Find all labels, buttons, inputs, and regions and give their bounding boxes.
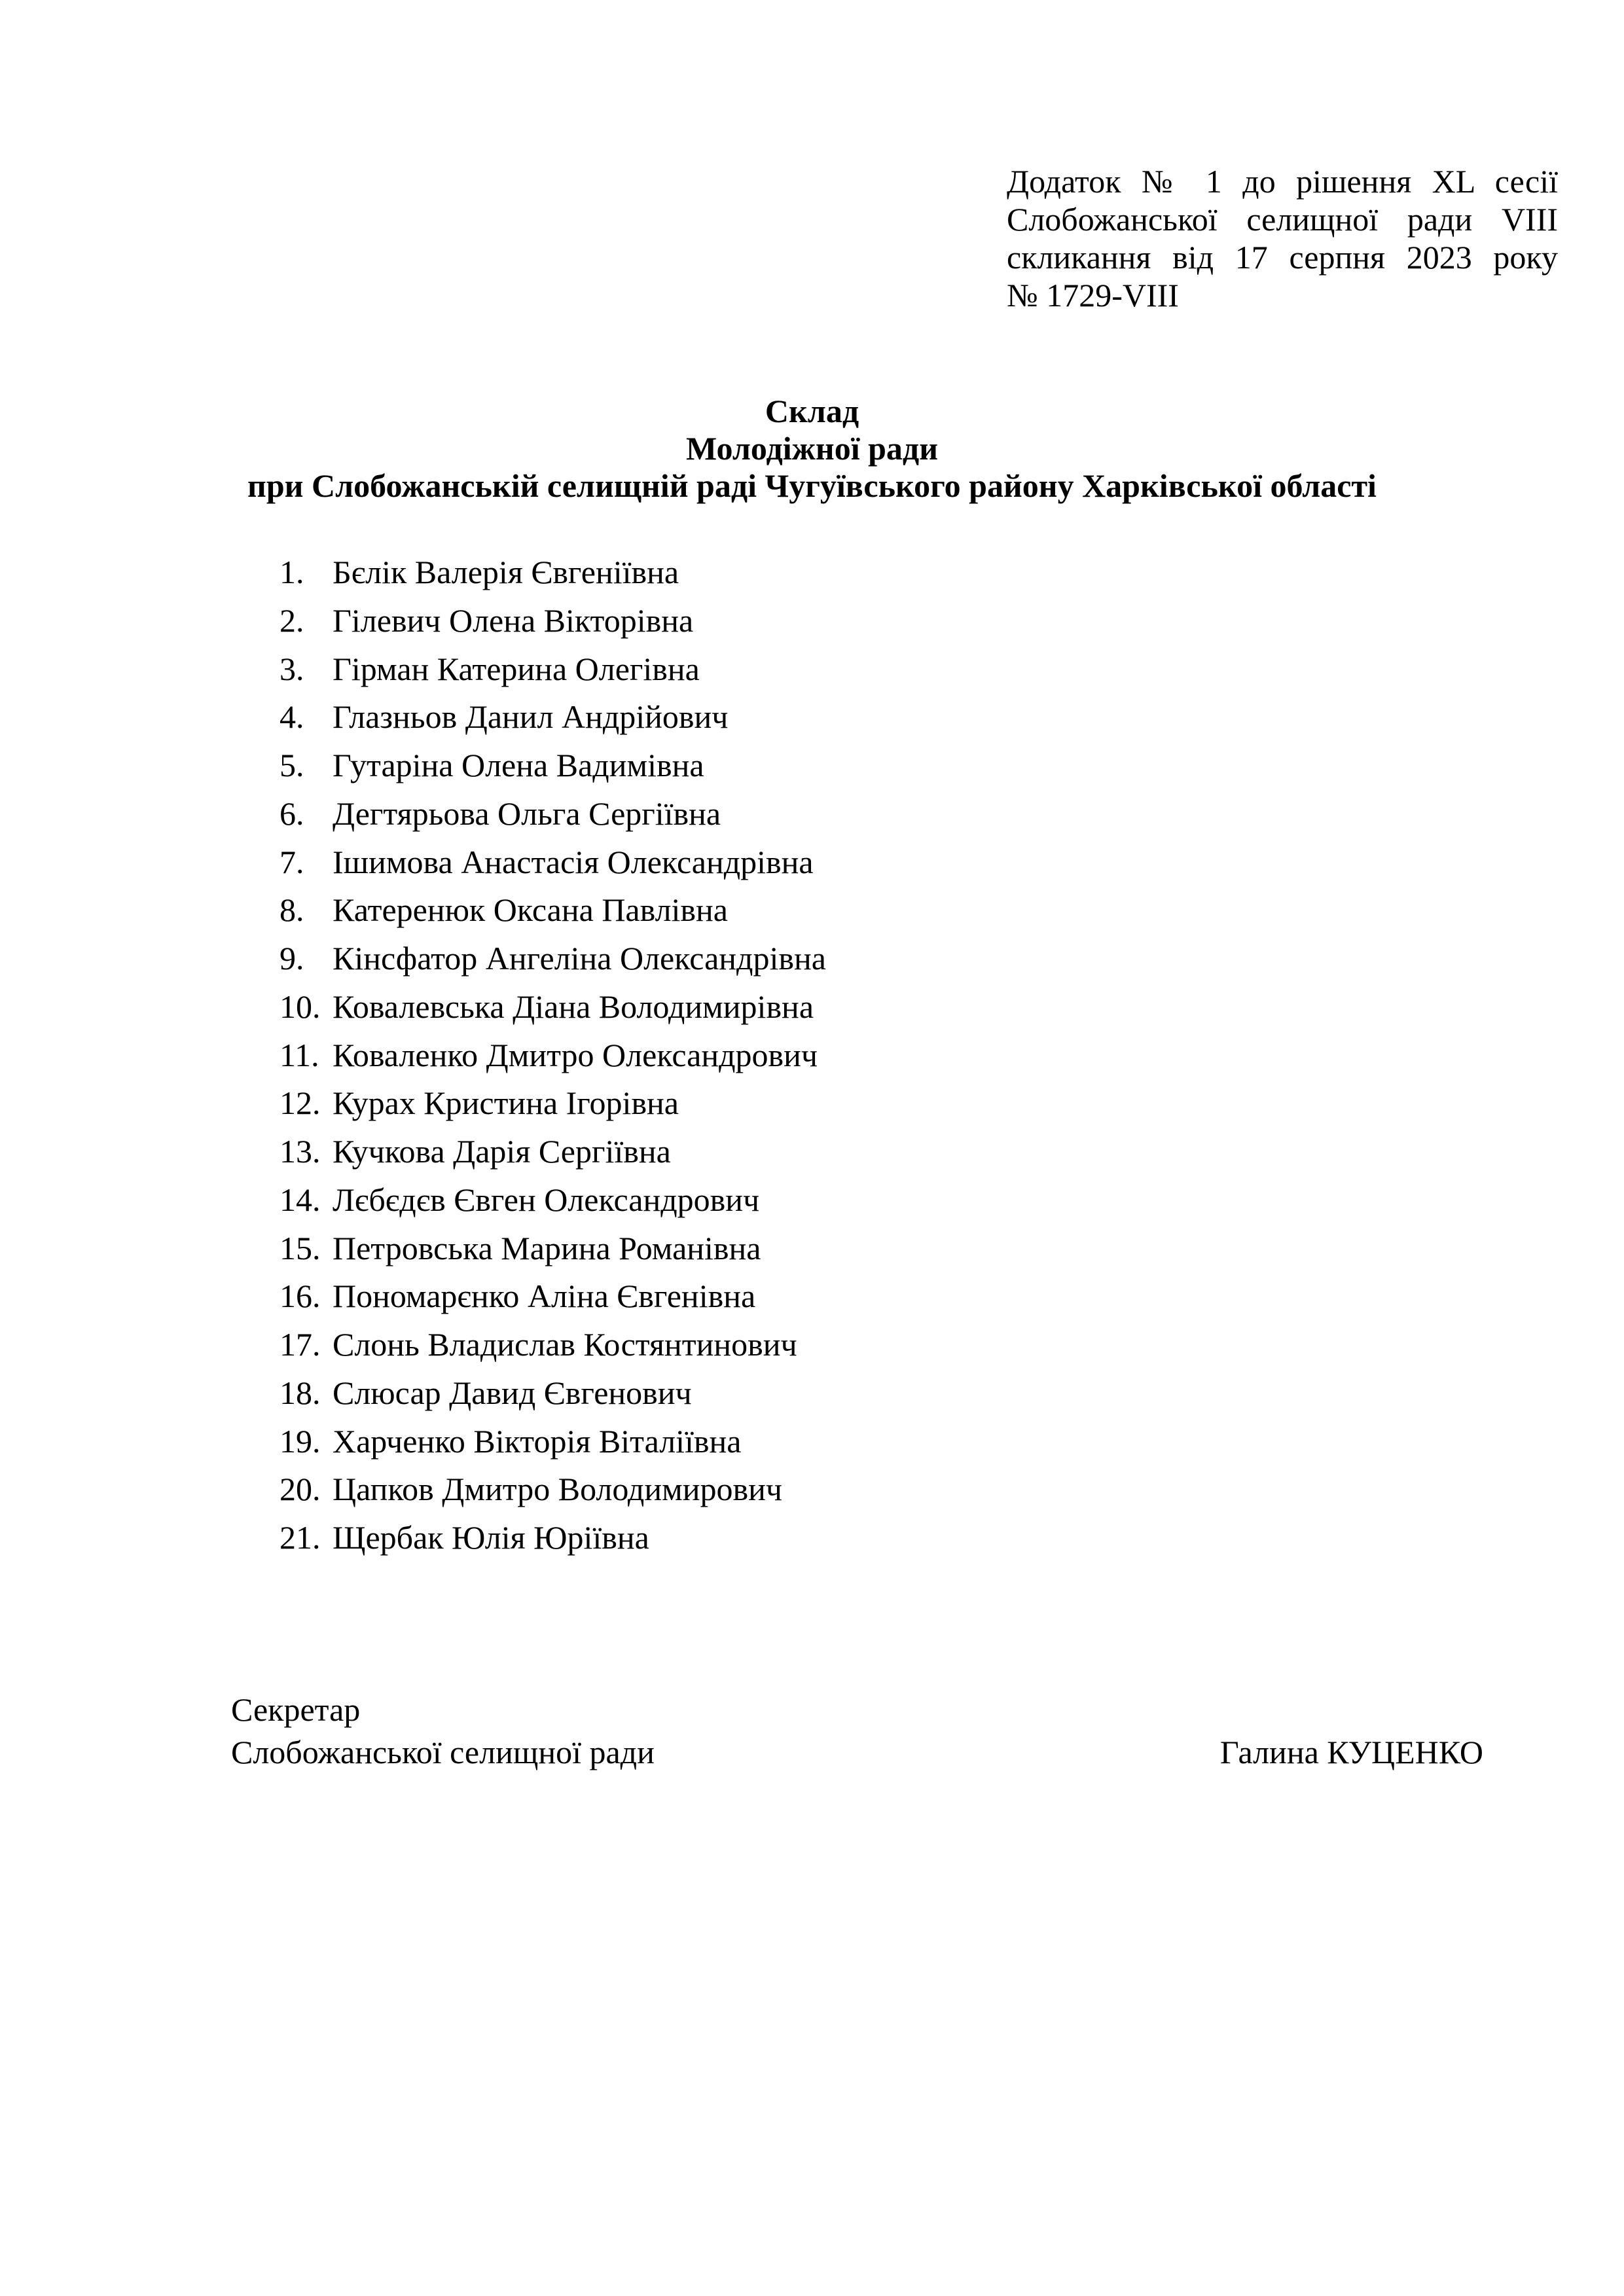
- member-number: 17.: [280, 1326, 321, 1363]
- member-name: Щербак Юлія Юріївна: [333, 1519, 649, 1556]
- member-number: 7.: [280, 843, 304, 880]
- member-row: [280, 548, 1458, 597]
- member-name: Цапков Дмитро Володимирович: [333, 1471, 783, 1508]
- secretary-org: Слобожанської селищної ради: [231, 1734, 655, 1770]
- member-name: Кучкова Дарія Сергіївна: [333, 1133, 671, 1170]
- member-row: [280, 1272, 1458, 1321]
- member-number: 12.: [280, 1085, 321, 1122]
- member-name: Ковалевська Діана Володимирівна: [333, 988, 814, 1025]
- member-name: Ішимова Анастасія Олександрівна: [333, 843, 814, 880]
- member-number: 16.: [280, 1278, 321, 1315]
- member-number: 19.: [280, 1422, 321, 1460]
- member-row: [280, 886, 1458, 935]
- member-number: 6.: [280, 795, 304, 832]
- member-name: Бєлік Валерія Євгеніївна: [333, 554, 679, 590]
- member-row: [280, 935, 1458, 983]
- member-row: [280, 1225, 1458, 1273]
- member-row: [280, 790, 1458, 838]
- member-number: 10.: [280, 988, 321, 1025]
- member-name: Кінсфатор Ангеліна Олександрівна: [333, 940, 826, 977]
- page-title: [0, 393, 1624, 505]
- member-name: Катеренюк Оксана Павлівна: [333, 891, 728, 929]
- member-row: [280, 1514, 1458, 1562]
- member-number: 8.: [280, 891, 304, 929]
- member-number: 11.: [280, 1036, 319, 1073]
- member-name: Гірман Катерина Олегівна: [333, 650, 700, 687]
- member-name: Пономарєнко Аліна Євгенівна: [333, 1278, 756, 1315]
- member-number: 1.: [280, 554, 304, 590]
- member-row: [280, 1031, 1458, 1080]
- member-number: 9.: [280, 940, 304, 977]
- member-name: Гілевич Олена Вікторівна: [333, 601, 694, 639]
- title-line-composition: Склад: [765, 393, 859, 429]
- member-number: 18.: [280, 1374, 321, 1411]
- member-number: 4.: [280, 698, 304, 736]
- title-line-jurisdiction: при Слобожанській селищній раді Чугуївського району Харківської області: [247, 467, 1377, 504]
- member-row: [280, 693, 1458, 742]
- member-number: 2.: [280, 601, 304, 639]
- member-name: Глазньов Данил Андрійович: [333, 698, 729, 736]
- member-row: [280, 1369, 1458, 1418]
- member-name: Дегтярьова Ольга Сергіївна: [333, 795, 721, 832]
- appendix-reference: [1007, 162, 1558, 314]
- secretary-name: Галина КУЦЕНКО: [1219, 1734, 1483, 1770]
- member-row: [280, 742, 1458, 790]
- appendix-line: Додаток № 1 до рішення XL сесії: [1007, 163, 1558, 200]
- member-row: [280, 1128, 1458, 1176]
- member-row: [280, 1176, 1458, 1225]
- member-name: Слюсар Давид Євгенович: [333, 1374, 692, 1411]
- member-number: 14.: [280, 1181, 321, 1218]
- member-number: 3.: [280, 650, 304, 687]
- member-name: Петровська Марина Романівна: [333, 1229, 761, 1266]
- member-name: Гутаріна Олена Вадимівна: [333, 747, 704, 783]
- member-row: [280, 1321, 1458, 1369]
- member-number: 15.: [280, 1229, 321, 1266]
- member-number: 21.: [280, 1519, 321, 1556]
- appendix-line: Слобожанської селищної ради VIII: [1007, 201, 1558, 238]
- member-name: Харченко Вікторія Віталіївна: [333, 1422, 742, 1460]
- member-name: Коваленко Дмитро Олександрович: [333, 1036, 818, 1073]
- member-row: [280, 597, 1458, 645]
- member-row: [280, 838, 1458, 887]
- member-row: [280, 645, 1458, 694]
- member-number: 20.: [280, 1471, 321, 1508]
- secretary-title: Секретар: [231, 1691, 361, 1728]
- appendix-decision-number: № 1729-VIII: [1007, 277, 1179, 314]
- member-row: [280, 1418, 1458, 1466]
- member-row: [280, 1079, 1458, 1128]
- member-name: Слонь Владислав Костянтинович: [333, 1326, 797, 1363]
- signature-row: [231, 1733, 1483, 1771]
- member-row: [280, 1465, 1458, 1514]
- member-number: 13.: [280, 1133, 321, 1170]
- member-name: Курах Кристина Ігорівна: [333, 1085, 679, 1122]
- appendix-line: скликання від 17 серпня 2023 року: [1007, 239, 1558, 276]
- member-number: 5.: [280, 747, 304, 783]
- member-name: Лєбєдєв Євген Олександрович: [333, 1181, 760, 1218]
- title-line-council: Молодіжної ради: [685, 430, 939, 467]
- member-row: [280, 983, 1458, 1031]
- members-list: [280, 548, 1458, 1562]
